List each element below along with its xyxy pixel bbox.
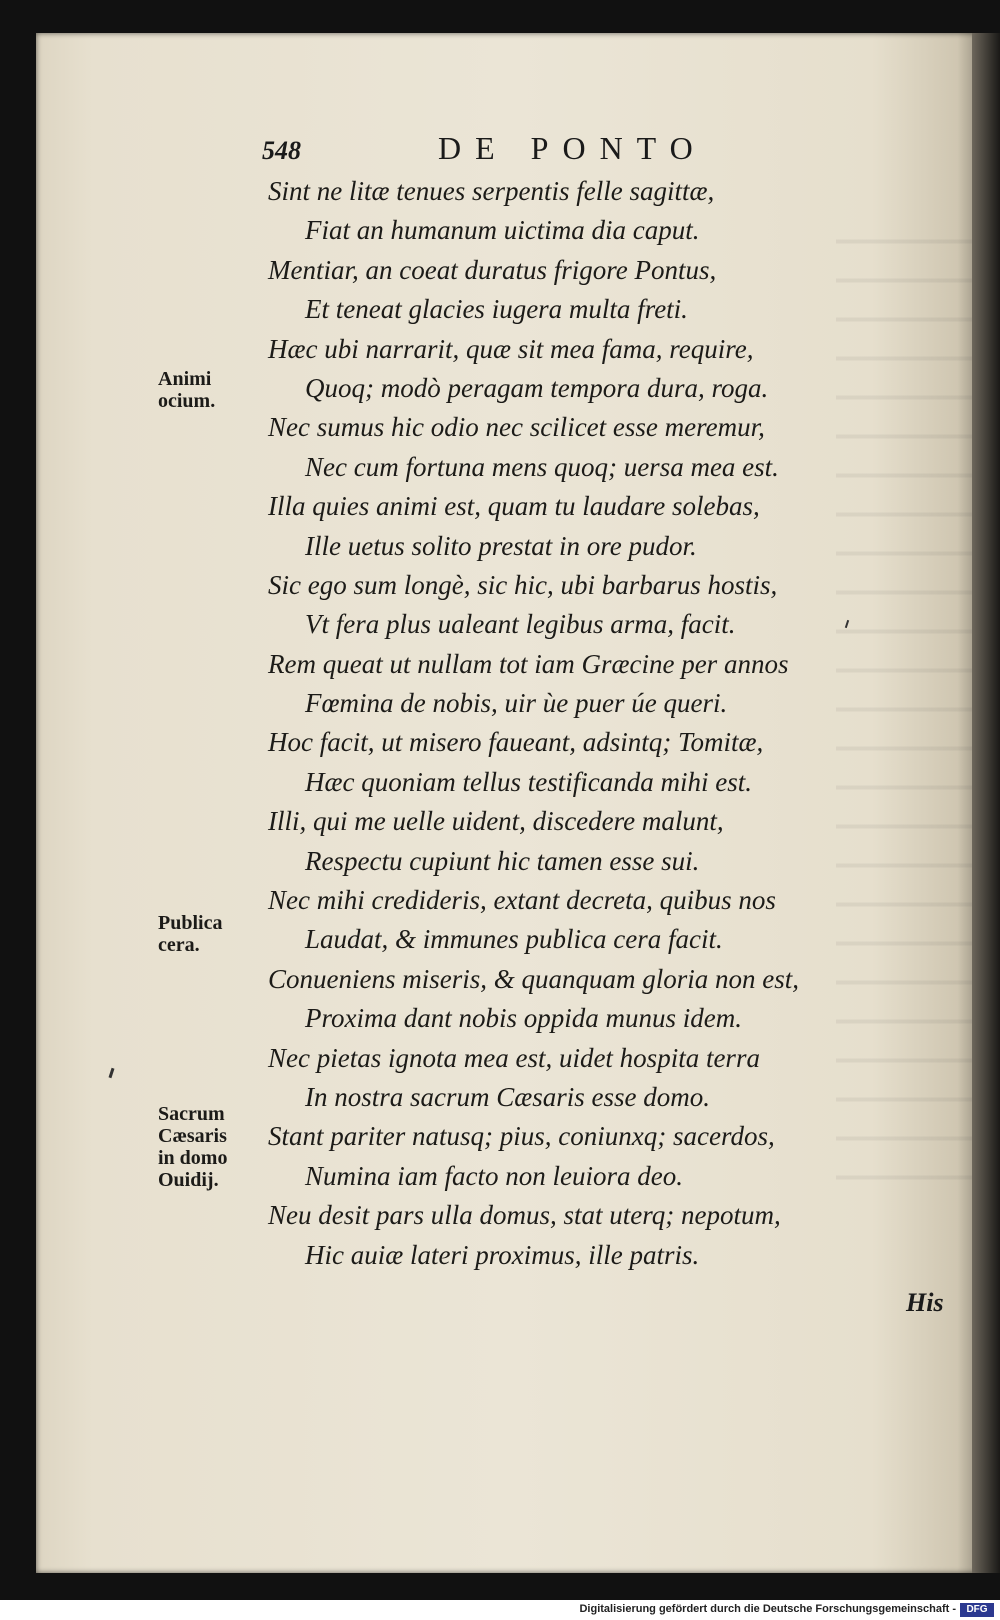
verse-line: Rem queat ut nullam tot iam Græcine per annos — [268, 648, 789, 679]
verse-line: Nec sumus hic odio nec scilicet esse meremur, — [268, 412, 765, 443]
verse-line: Illi, qui me uelle uident, discedere malunt, — [268, 806, 724, 837]
verse-line: Hæc quoniam tellus testificanda mihi est. — [305, 766, 752, 797]
digitization-credit: Digitalisierung gefördert durch die Deutsche Forschungsgemeinschaft - — [579, 1603, 956, 1615]
verse-line: Hic auiæ lateri proximus, ille patris. — [305, 1239, 700, 1270]
marginal-note-sacrum-caesaris: Sacrum Cæsaris in domo Ouidij. — [158, 1103, 228, 1191]
page-number: 548 — [262, 136, 301, 165]
verse-line: Quoq; modò peragam tempora dura, roga. — [305, 372, 769, 403]
book-edge — [972, 33, 1000, 1573]
verse-line: Laudat, & immunes publica cera facit. — [305, 924, 723, 955]
verse-line: Stant pariter natusq; pius, coniunxq; sacerdos, — [268, 1121, 775, 1152]
verse-line: Nec pietas ignota mea est, uidet hospita terra — [268, 1042, 760, 1073]
verse-line: Ille uetus solito prestat in ore pudor. — [305, 530, 697, 561]
verse-line: Neu desit pars ulla domus, stat uterq; nepotum, — [268, 1200, 781, 1231]
verse-line: Nec cum fortuna mens quoq; uersa mea est. — [305, 451, 779, 482]
verse-line: Numina iam facto non leuiora deo. — [305, 1160, 683, 1191]
verse-line: Proxima dant nobis oppida munus idem. — [305, 1003, 742, 1034]
verse-line: Vt fera plus ualeant legibus arma, facit. — [305, 609, 736, 640]
verse-line: Hoc facit, ut misero faueant, adsintq; Tomitæ, — [268, 727, 764, 758]
verse-block — [268, 172, 848, 1275]
verse-line: Mentiar, an coeat duratus frigore Pontus, — [268, 254, 717, 285]
verse-line: In nostra sacrum Cæsaris esse domo. — [305, 1081, 711, 1112]
running-head: DE PONTO — [438, 130, 707, 166]
dfg-logo: DFG — [960, 1603, 994, 1617]
marginal-note-animi-otium: Animi ocium. — [158, 368, 216, 412]
verse-line: Conueniens miseris, & quanquam gloria non est, — [268, 963, 799, 994]
verse-line: Sint ne litæ tenues serpentis felle sagittæ, — [268, 176, 715, 206]
verse-line: Sic ego sum longè, sic hic, ubi barbarus hostis, — [268, 569, 778, 600]
show-through-text — [836, 213, 986, 1213]
marginal-note-publica-cera: Publica cera. — [158, 912, 223, 956]
verse-line: Fœmina de nobis, uir ùe puer úe queri. — [305, 688, 728, 719]
verse-line: Hæc ubi narrarit, quæ sit mea fama, require, — [268, 333, 754, 364]
verse-line: Fiat an humanum uictima dia caput. — [305, 215, 700, 246]
verse-line: Et teneat glacies iugera multa freti. — [305, 294, 688, 325]
verse-line: Illa quies animi est, quam tu laudare solebas, — [268, 491, 760, 522]
verse-line: Respectu cupiunt hic tamen esse sui. — [305, 845, 700, 876]
page-header — [262, 130, 762, 170]
verse-line: Nec mihi credideris, extant decreta, quibus nos — [268, 885, 776, 916]
catchword: His — [906, 1288, 944, 1317]
